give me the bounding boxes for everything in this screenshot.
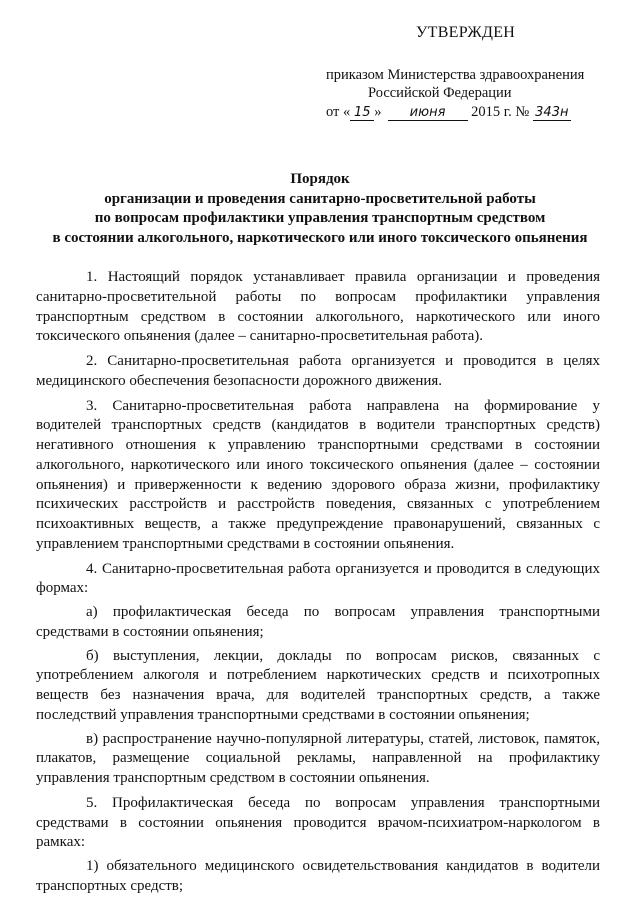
list-item: а) профилактическая беседа по вопросам управления транспортными средствами в состоянии опьянения; [36,604,600,640]
paragraph: 4. Санитарно-просветительная работа организуется и проводится в следующих формах: [36,560,600,597]
date-year-number-label: 2015 г. № [471,104,530,120]
handwritten-day: 15 [350,106,374,121]
handwritten-order-number: 343н [533,106,571,121]
paragraph: 1. Настоящий порядок устанавливает правила организации и проведения санитарно-просветительной работы по вопросам профилактики управления транспортным средством в состоянии алкогольного, наркотического или иного токсического опьянения (далее – санитарно-просветительная работа). [36,269,600,345]
list-item: 1) обязательного медицинского освидетельствования кандидатов в водители транспортных средств; [36,858,600,894]
approved-stamp-heading: УТВЕРЖДЕН [416,24,516,41]
order-authority-line: приказом Министерства здравоохранения [326,67,585,83]
title-line: по вопросам профилактики управления транспортным средством [94,210,546,226]
title-line: Порядок [290,171,350,187]
title-line: в состоянии алкогольного, наркотического или иного токсического опьянения [52,229,588,246]
paragraph: 5. Профилактическая беседа по вопросам управления транспортными средствами в состоянии опьянения проводится врачом-психиатром-наркологом в рамках: [36,794,600,851]
handwritten-month: июня [388,106,468,121]
list-item: б) выступления, лекции, доклады по вопросам рисков, связанных с употреблением алкоголя и потреблением наркотических средств и психотропных веществ без назначения врача, для водителей транспортных средств, а также последствий управления транспортными средствами в состоянии опьянения; [36,647,600,723]
date-prefix: от « [326,104,351,120]
document-title [20,170,620,248]
order-country-line: Российской Федерации [368,85,512,101]
paragraph: 3. Санитарно-просветительная работа направлена на формирование у водителей транспортных средств (кандидатов в водители транспортных средств) негативного отношения к управлению транспортными средствами в состоянии алкогольного, наркотического или иного токсического опьянения (далее – состоянии опьянения) и приверженности к ведению здорового образа жизни, профилактику психических расстройств и расстройств поведения, связанных с употреблением психоактивных веществ, а также предупреждение правонарушений, связанных с управлением транспортными средствами в состоянии опьянения. [36,397,600,552]
list-item: в) распространение научно-популярной литературы, статей, листовок, памяток, плакатов, размещение социальной рекламы, направленной на профилактику управления транспортным средством в состоянии опьянения. [36,730,600,786]
paragraph: 2. Санитарно-просветительная работа организуется и проводится в целях медицинского обеспечения безопасности дорожного движения. [36,353,600,389]
document-body [36,268,600,901]
date-mid: » [374,104,382,120]
order-date-line [326,104,571,121]
title-line: организации и проведения санитарно-просветительной работы [104,190,536,207]
